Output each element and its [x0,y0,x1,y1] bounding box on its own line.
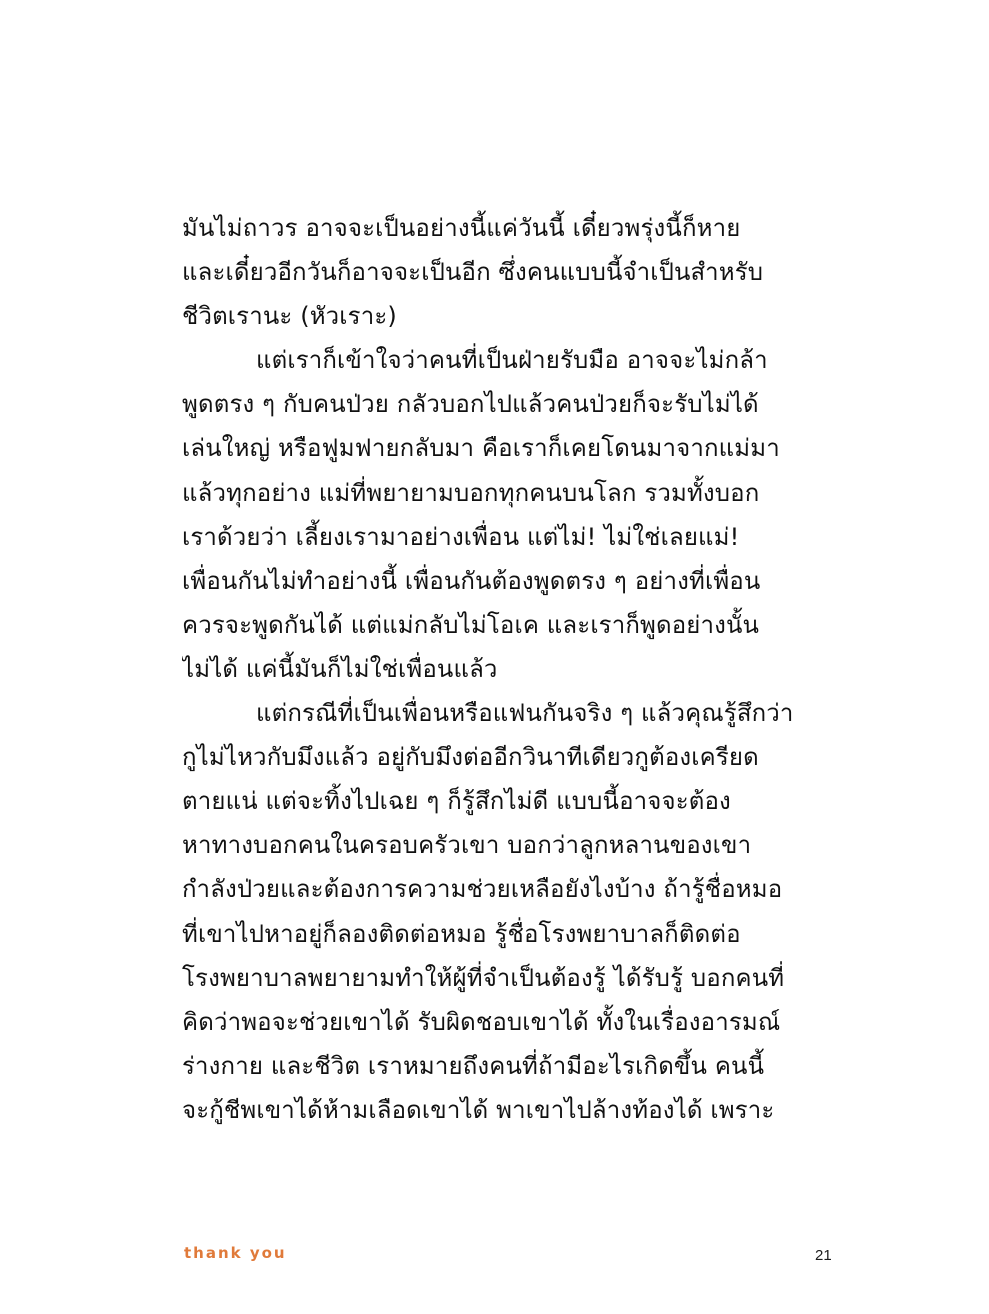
paragraph-start-line: แต่เราก็เข้าใจว่าคนที่เป็นฝ่ายรับมือ อาจจะไม่กล้า [256,346,768,375]
text-line: คิดว่าพอจะช่วยเขาได้ รับผิดชอบเขาได้ ทั้งในเรื่องอารมณ์ [182,1007,781,1036]
text-line: เพื่อนกันไม่ทำอย่างนี้ เพื่อนกันต้องพูดตรง ๆ อย่างที่เพื่อน [182,566,761,595]
text-line: มันไม่ถาวร อาจจะเป็นอย่างนี้แค่วันนี้ เดี๋ยวพรุ่งนี้ก็หาย [182,214,741,242]
text-line: หาทางบอกคนในครอบครัวเขา บอกว่าลูกหลานของเขา [182,831,752,860]
text-line: พูดตรง ๆ กับคนป่วย กลัวบอกไปแล้วคนป่วยก็จะรับไม่ได้ [182,390,759,419]
text-line: เล่นใหญ่ หรือฟูมฟายกลับมา คือเราก็เคยโดนมาจากแม่มา [182,434,780,463]
paragraph-start-line: แต่กรณีที่เป็นเพื่อนหรือแฟนกันจริง ๆ แล้วคุณรู้สึกว่า [256,699,794,728]
text-line: โรงพยาบาลพยายามทำให้ผู้ที่จำเป็นต้องรู้ ได้รับรู้ บอกคนที่ [182,963,785,992]
text-line: ตายแน่ แต่จะทิ้งไปเฉย ๆ ก็รู้สึกไม่ดี แบบนี้อาจจะต้อง [182,787,731,816]
text-line: ไม่ได้ แค่นี้มันก็ไม่ใช่เพื่อนแล้ว [182,654,498,683]
text-line: แล้วทุกอย่าง แม่ที่พยายามบอกทุกคนบนโลก รวมทั้งบอก [182,478,760,507]
body-text [182,206,832,1132]
text-line: ร่างกาย และชีวิต เราหมายถึงคนที่ถ้ามีอะไรเกิดขึ้น คนนี้ [182,1051,765,1080]
page-number: 21 [815,1247,832,1264]
text-line: ชีวิตเรานะ (หัวเราะ) [182,302,397,331]
text-line: และเดี๋ยวอีกวันก็อาจจะเป็นอีก ซึ่งคนแบบนี้จำเป็นสำหรับ [182,258,764,287]
text-line: ควรจะพูดกันได้ แต่แม่กลับไม่โอเค และเราก็พูดอย่างนั้น [182,610,760,639]
text-line: กูไม่ไหวกับมึงแล้ว อยู่กับมึงต่ออีกวินาทีเดียวกูต้องเครียด [182,743,759,772]
text-line: จะกู้ชีพเขาได้ห้ามเลือดเขาได้ พาเขาไปล้างท้องได้ เพราะ [182,1095,775,1124]
text-line: กำลังป่วยและต้องการความช่วยเหลือยังไงบ้าง ถ้ารู้ชื่อหมอ [182,875,783,904]
footer-brand: thank you [184,1244,287,1262]
text-line: เราด้วยว่า เลี้ยงเรามาอย่างเพื่อน แต่ไม่! ไม่ใช่เลยแม่! [182,522,740,551]
text-line: ที่เขาไปหาอยู่ก็ลองติดต่อหมอ รู้ชื่อโรงพยาบาลก็ติดต่อ [182,919,741,948]
